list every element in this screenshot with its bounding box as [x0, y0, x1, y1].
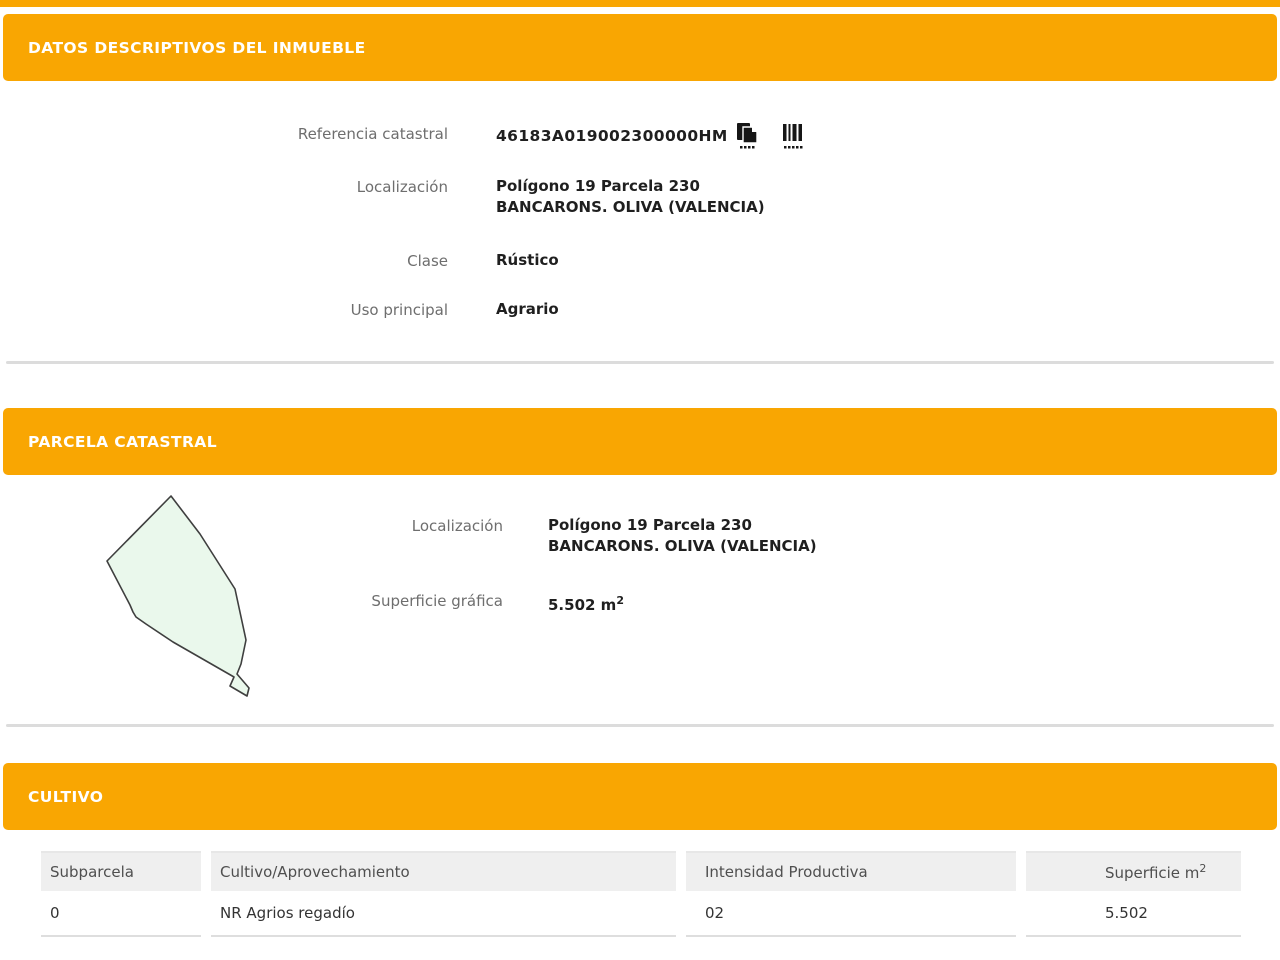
- clase-value: Rústico: [496, 251, 559, 269]
- cultivo-table-header-row: [41, 851, 1241, 891]
- parcela-localizacion-label: Localización: [411, 517, 503, 535]
- copy-document-icon[interactable]: [736, 123, 759, 150]
- table-row: [41, 891, 1241, 937]
- superficie-grafica-exponent: 2: [616, 594, 624, 607]
- parcela-content: [3, 475, 1277, 724]
- top-accent-bar: [0, 0, 1280, 7]
- column-header-superficie-text: Superficie m: [1105, 864, 1200, 882]
- section-header-cultivo: [3, 763, 1277, 830]
- section-title-datos: DATOS DESCRIPTIVOS DEL INMUEBLE: [28, 38, 366, 57]
- column-header-subparcela: Subparcela: [41, 851, 201, 891]
- parcela-localizacion-line2: BANCARONS. OLIVA (VALENCIA): [548, 537, 817, 555]
- parcel-outline-graphic: [98, 489, 258, 704]
- datos-fields: [3, 81, 1277, 321]
- section-parcela-catastral: [3, 364, 1277, 727]
- column-header-intensidad: Intensidad Productiva: [686, 851, 1016, 891]
- cultivo-table: [31, 851, 1251, 937]
- cell-superficie: 5.502: [1026, 891, 1241, 937]
- referencia-catastral-label: Referencia catastral: [297, 125, 448, 143]
- uso-principal-value: Agrario: [496, 300, 559, 318]
- section-header-datos: [3, 14, 1277, 81]
- referencia-catastral-value: 46183A019002300000HM: [496, 127, 728, 145]
- uso-principal-label: Uso principal: [350, 301, 448, 319]
- superficie-grafica-label: Superficie gráfica: [371, 592, 503, 610]
- section-title-parcela: PARCELA CATASTRAL: [28, 432, 217, 451]
- column-header-superficie: [1026, 851, 1241, 891]
- cell-cultivo: NR Agrios regadío: [211, 891, 676, 937]
- localizacion-line1: Polígono 19 Parcela 230: [496, 177, 700, 195]
- barcode-icon[interactable]: [781, 123, 806, 150]
- section-cultivo: [3, 727, 1277, 960]
- cell-subparcela: 0: [41, 891, 201, 937]
- section-header-parcela: [3, 408, 1277, 475]
- localizacion-line2: BANCARONS. OLIVA (VALENCIA): [496, 198, 765, 216]
- localizacion-label: Localización: [356, 178, 448, 196]
- localizacion-value: [448, 176, 1277, 218]
- column-header-cultivo: Cultivo/Aprovechamiento: [211, 851, 676, 891]
- parcela-localizacion-value: [503, 515, 1277, 557]
- superficie-grafica-number: 5.502 m: [548, 596, 617, 614]
- referencia-catastral-row: [448, 123, 1277, 150]
- section-datos-descriptivos: [3, 14, 1277, 364]
- parcela-localizacion-line1: Polígono 19 Parcela 230: [548, 516, 752, 534]
- clase-label: Clase: [407, 252, 448, 270]
- superficie-grafica-value: [503, 590, 1277, 616]
- cell-intensidad: 02: [686, 891, 1016, 937]
- section-title-cultivo: CULTIVO: [28, 787, 104, 806]
- column-header-superficie-exponent: 2: [1199, 862, 1207, 875]
